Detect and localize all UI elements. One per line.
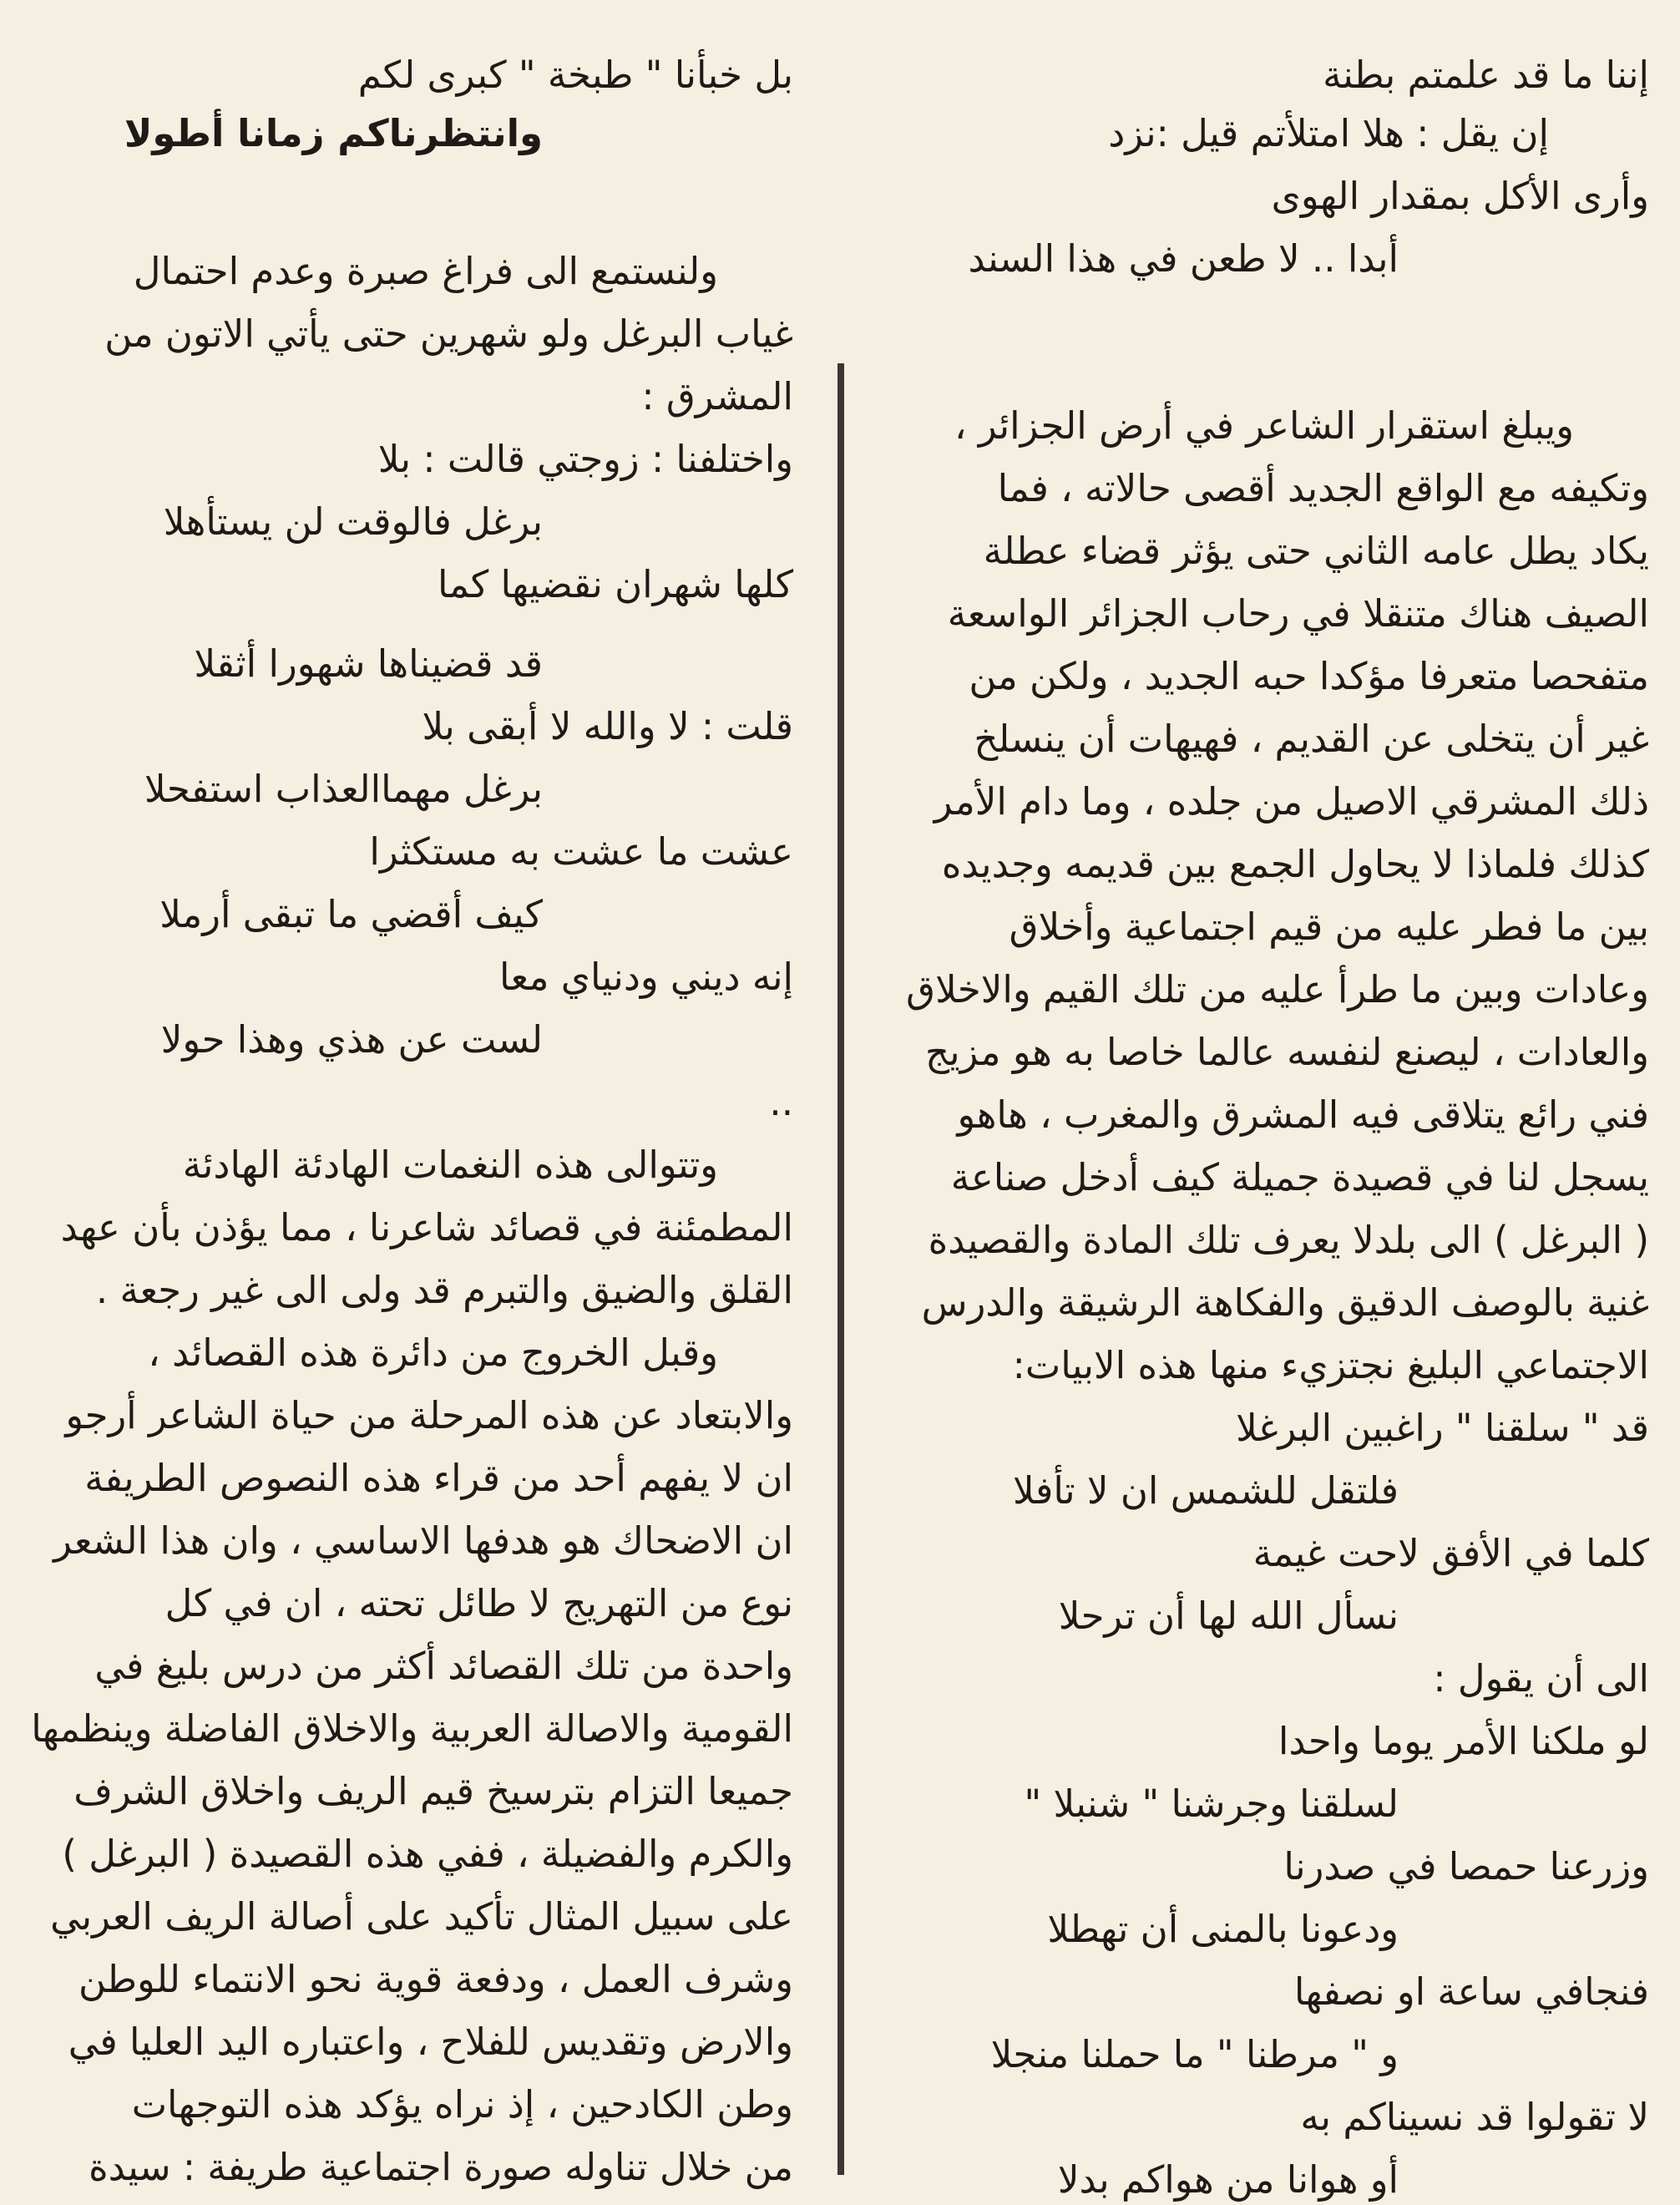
text-line: ويبلغ استقرار الشاعر في أرض الجزائر ، — [954, 403, 1574, 448]
text-line: نوع من التهريج لا طائل تحته ، ان في كل — [164, 1581, 793, 1625]
text-line: القلق والضيق والتبرم قد ولى الى غير رجعة . — [95, 1268, 793, 1312]
text-line: بين ما فطر عليه من قيم اجتماعية وأخلاق — [1009, 905, 1649, 949]
text-line: الصيف هناك متنقلا في رحاب الجزائر الواسعة — [947, 591, 1649, 636]
text-line: وطن الكادحين ، إذ نراه يؤكد هذه التوجهات — [131, 2082, 793, 2126]
text-line: برغل فالوقت لن يستأهلا — [163, 499, 543, 544]
text-line: لا تقولوا قد نسيناكم به — [1300, 2095, 1649, 2139]
text-line: نسأل الله لها أن ترحلا — [1058, 1594, 1399, 1638]
text-line: أو هوانا من هواكم بدلا — [1057, 2157, 1399, 2202]
text-line: وزرعنا حمصا في صدرنا — [1283, 1844, 1649, 1888]
text-line: وتتوالى هذه النغمات الهادئة الهادئة — [182, 1143, 718, 1187]
text-line: كيف أقضي ما تبقى أرملا — [159, 892, 543, 936]
text-line: بل خبأنا " طبخة " كبرى لكم — [357, 53, 793, 97]
text-line: والعادات ، ليصنع لنفسه عالما خاصا به هو مزيج — [925, 1030, 1649, 1074]
text-line: ودعونا بالمنى أن تهطلا — [1047, 1907, 1399, 1951]
text-line: ان الاضحاك هو هدفها الاساسي ، وان هذا الشعر — [53, 1518, 793, 1563]
text-line: والابتعاد عن هذه المرحلة من حياة الشاعر أرجو — [65, 1393, 793, 1437]
text-line: وانتظرناكم زمانا أطولا — [124, 111, 543, 155]
text-line: الاجتماعي البليغ نجتزيء منها هذه الابيات: — [1012, 1343, 1649, 1387]
text-line: .. — [769, 1080, 793, 1124]
text-line: إن يقل : هلا امتلأتم قيل :نزد — [1108, 111, 1549, 155]
text-line: القومية والاصالة العربية والاخلاق الفاضلة وينظمها — [31, 1706, 793, 1751]
text-line: فلتقل للشمس ان لا تأفلا — [1013, 1468, 1399, 1513]
text-line: كلما في الأفق لاحت غيمة — [1252, 1531, 1649, 1575]
text-line: كلها شهران نقضيها كما — [437, 562, 793, 606]
text-line: غير أن يتخلى عن القديم ، فهيهات أن ينسلخ — [974, 717, 1649, 761]
text-line: جميعا التزام بترسيخ قيم الريف واخلاق الشرف — [73, 1769, 793, 1813]
text-line: قد " سلقنا " راغبين البرغلا — [1236, 1406, 1649, 1450]
text-line: المطمئنة في قصائد شاعرنا ، مما يؤذن بأن عهد — [60, 1205, 793, 1250]
text-line: والارض وتقديس للفلاح ، واعتباره اليد العليا في — [68, 2020, 793, 2064]
text-line: غياب البرغل ولو شهرين حتى يأتي الاتون من — [104, 312, 793, 356]
text-line: وعادات وبين ما طرأ عليه من تلك القيم والاخلاق — [906, 967, 1649, 1011]
text-line: الى أن يقول : — [1433, 1656, 1649, 1701]
text-line: وأرى الأكل بمقدار الهوى — [1271, 174, 1649, 218]
text-line: على سبيل المثال تأكيد على أصالة الريف العربي — [50, 1894, 793, 1939]
text-line: وتكيفه مع الواقع الجديد أقصى حالاته ، فما — [997, 466, 1649, 510]
text-line: وشرف العمل ، ودفعة قوية نحو الانتماء للوطن — [78, 1957, 793, 2001]
text-line: المشرق : — [641, 374, 793, 418]
text-line: ولنستمع الى فراغ صبرة وعدم احتمال — [133, 249, 718, 293]
text-line: فنجافي ساعة او نصفها — [1293, 1969, 1649, 2014]
text-line: يكاد يطل عامه الثاني حتى يؤثر قضاء عطلة — [983, 529, 1649, 573]
text-line: إننا ما قد علمتم بطنة — [1323, 53, 1649, 97]
text-line: برغل مهماالعذاب استفحلا — [144, 767, 543, 811]
text-line: لست عن هذي وهذا حولا — [160, 1017, 543, 1062]
text-line: غنية بالوصف الدقيق والفكاهة الرشيقة والدرس — [921, 1280, 1649, 1325]
text-line: ذلك المشرقي الاصيل من جلده ، وما دام الأمر — [934, 779, 1649, 824]
column-divider — [837, 363, 844, 2175]
text-line: أبدا .. لا طعن في هذا السند — [968, 236, 1399, 281]
text-line: قد قضيناها شهورا أثقلا — [194, 641, 543, 686]
text-line: من خلال تناوله صورة اجتماعية طريفة : سيدة — [89, 2145, 793, 2189]
text-line: إنه ديني ودنياي معا — [498, 955, 793, 999]
text-line: متفحصا متعرفا مؤكدا حبه الجديد ، ولكن من — [969, 654, 1649, 698]
text-line: عشت ما عشت به مستكثرا — [369, 829, 793, 874]
text-line: قلت : لا والله لا أبقى بلا — [422, 704, 793, 748]
text-line: واحدة من تلك القصائد أكثر من درس بليغ في — [94, 1644, 793, 1688]
text-line: ان لا يفهم أحد من قراء هذه النصوص الطريفة — [84, 1456, 793, 1500]
text-line: لسلقنا وجرشنا " شنبلا " — [1024, 1782, 1399, 1826]
text-line: والكرم والفضيلة ، ففي هذه القصيدة ( البرغل ) — [62, 1832, 793, 1876]
text-line: وقبل الخروج من دائرة هذه القصائد ، — [148, 1331, 718, 1375]
text-line: يسجل لنا في قصيدة جميلة كيف أدخل صناعة — [950, 1155, 1649, 1199]
text-line: واختلفنا : زوجتي قالت : بلا — [377, 437, 793, 481]
text-line: فني رائع يتلاقى فيه المشرق والمغرب ، هاهو — [957, 1092, 1649, 1137]
text-line: و " مرطنا " ما حملنا منجلا — [990, 2032, 1399, 2076]
text-line: ( البرغل ) الى بلدلا يعرف تلك المادة والقصيدة — [928, 1218, 1649, 1262]
text-line: كذلك فلماذا لا يحاول الجمع بين قديمه وجديده — [941, 842, 1649, 886]
text-line: لو ملكنا الأمر يوما واحدا — [1278, 1719, 1649, 1763]
